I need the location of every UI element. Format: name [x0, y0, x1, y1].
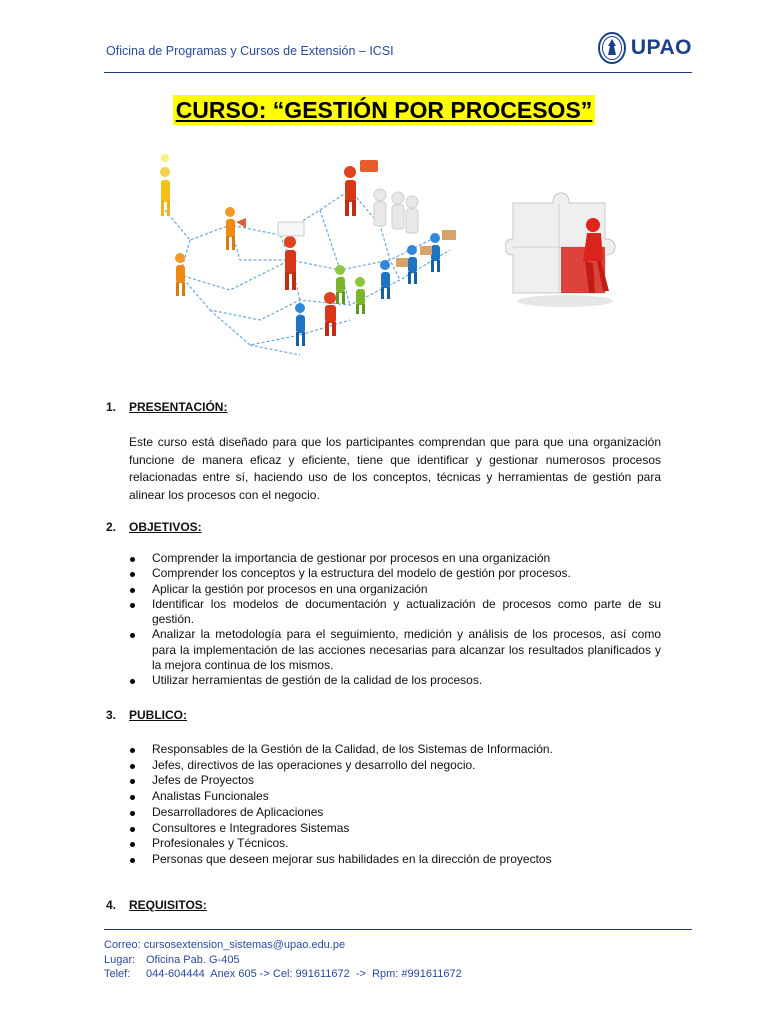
university-seal-icon [597, 31, 627, 65]
bullet-icon [130, 633, 135, 638]
list-item: Desarrolladores de Aplicaciones [129, 805, 661, 821]
section-label: PUBLICO: [129, 708, 187, 722]
list-item: Personas que deseen mejorar sus habilidades en la dirección de proyectos [129, 852, 661, 868]
puzzle-figure-illustration [505, 183, 620, 313]
page-footer [104, 929, 692, 982]
page-header [104, 28, 692, 73]
list-item: Jefes, directivos de las operaciones y desarrollo del negocio. [129, 758, 661, 774]
section-number: 3. [106, 708, 117, 722]
footer-location-row [104, 953, 692, 968]
publico-list [129, 742, 661, 868]
section-label: PRESENTACIÓN: [129, 400, 228, 414]
location-value: Oficina Pab. G-405 [146, 953, 240, 966]
course-title: CURSO: “GESTIÓN POR PROCESOS” [173, 95, 596, 125]
list-item: Utilizar herramientas de gestión de la calidad de los procesos. [129, 673, 661, 688]
bullet-icon [130, 588, 135, 593]
bullet-icon [130, 795, 135, 800]
section-label: REQUISITOS: [129, 898, 207, 912]
phone-label: Telef: [104, 968, 131, 980]
list-item: Responsables de la Gestión de la Calidad, de los Sistemas de Información. [129, 742, 661, 758]
upao-logo [597, 30, 692, 66]
section-heading-requisitos [106, 898, 207, 912]
logo-text: UPAO [630, 36, 692, 59]
office-name: Oficina de Programas y Cursos de Extensión – ICSI [106, 44, 394, 58]
bullet-icon [130, 748, 135, 753]
section-number: 4. [106, 898, 117, 912]
bullet-icon [130, 811, 135, 816]
list-item: Comprender la importancia de gestionar por procesos en una organización [129, 551, 661, 566]
list-item: Profesionales y Técnicos. [129, 836, 661, 852]
list-item: Analistas Funcionales [129, 789, 661, 805]
bullet-icon [130, 603, 135, 608]
title-container [0, 95, 768, 125]
section-number: 2. [106, 520, 117, 534]
location-label: Lugar: [104, 953, 136, 966]
list-item: Aplicar la gestión por procesos en una organización [129, 582, 661, 597]
footer-phone-row [104, 967, 692, 982]
bullet-icon [130, 557, 135, 562]
section-heading-objetivos [106, 520, 202, 534]
section-label: OBJETIVOS: [129, 520, 202, 534]
list-item: Jefes de Proyectos [129, 773, 661, 789]
bullet-icon [130, 572, 135, 577]
section-number: 1. [106, 400, 117, 414]
footer-email-row [104, 938, 692, 953]
section-heading-presentacion [106, 400, 227, 414]
bullet-icon [130, 858, 135, 863]
bullet-icon [130, 764, 135, 769]
list-item: Comprender los conceptos y la estructura del modelo de gestión por procesos. [129, 566, 661, 581]
email-label: Correo: [104, 939, 141, 951]
bullet-icon [130, 779, 135, 784]
process-network-illustration [150, 150, 480, 365]
objetivos-list [129, 551, 661, 689]
bullet-icon [130, 842, 135, 847]
section-heading-publico [106, 708, 187, 722]
bullet-icon [130, 827, 135, 832]
list-item: Consultores e Integradores Sistemas [129, 821, 661, 837]
phone-value: 044-604444 Anex 605 -> Cel: 991611672 -> Rpm: #991611672 [146, 968, 462, 980]
bullet-icon [130, 679, 135, 684]
list-item: Analizar la metodología para el seguimiento, medición y análisis de los procesos, así como para la implementación de las acciones necesarias para alcanzar los resultados planificados y la mejora continua de los mismos. [129, 627, 661, 673]
email-value[interactable]: cursosextension_sistemas@upao.edu.pe [143, 939, 346, 951]
presentacion-paragraph: Este curso está diseñado para que los participantes comprendan que para que una organización funcione de manera eficaz y eficiente, tiene que identificar y gestionar numerosos procesos relacionadas entre sí, haciendo uso de los conceptos, técnicas y herramientas de gestión para alinear los procesos con el negocio. [129, 435, 661, 502]
list-item: Identificar los modelos de documentación y actualización de procesos como parte de su gestión. [129, 597, 661, 628]
